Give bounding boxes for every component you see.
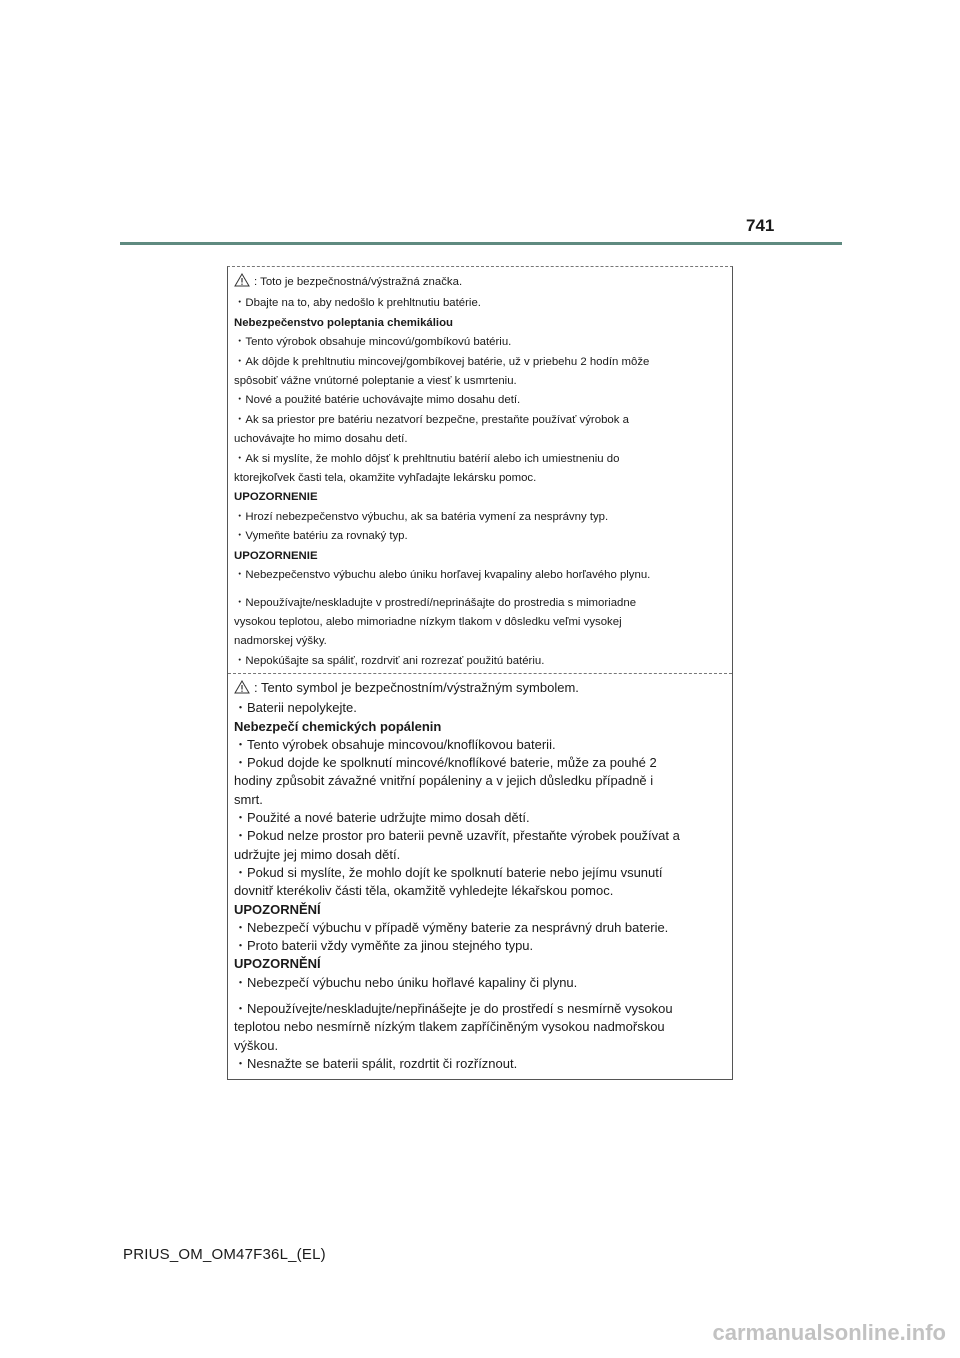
text-line: ・Hrozí nebezpečenstvo výbuchu, ak sa batéria vymení za nesprávny typ. — [234, 510, 609, 523]
text-line: spôsobiť vážne vnútorné poleptanie a viesť k usmrteniu. — [234, 375, 517, 388]
text-line: ・Nepokúšajte sa spáliť, rozdrviť ani rozrezať použitú batériu. — [234, 654, 545, 667]
text-line: ktorejkoľvek časti tela, okamžite vyhľadajte lekársku pomoc. — [234, 472, 537, 485]
text-line: ・Nebezpečí výbuchu v případě výměny baterie za nesprávný druh baterie. — [234, 919, 669, 935]
text-line: ・Ak dôjde k prehltnutiu mincovej/gombíkovej batérie, už v priebehu 2 hodín môže — [234, 355, 650, 368]
text-line: ・Baterii nepolykejte. — [234, 700, 357, 716]
czech-lines-after-gap — [234, 1000, 726, 1073]
header-rule — [120, 242, 842, 245]
text-line: ・Ak si myslíte, že mohlo dôjsť k prehltnutiu batérií alebo ich umiestneniu do — [234, 452, 620, 465]
text-line: vysokou teplotou, alebo mimoriadne nízkym tlakom v dôsledku veľmi vysokej — [234, 615, 622, 628]
text-line: ・Nové a použité batérie uchovávajte mimo dosahu detí. — [234, 394, 521, 407]
section-heading: Nebezpečí chemických popálenin — [234, 718, 442, 734]
battery-warning-notice — [227, 266, 733, 1080]
czech-lines — [234, 699, 726, 992]
text-line: ・Tento výrobok obsahuje mincovú/gombíkovú batériu. — [234, 336, 512, 349]
section-heading: UPOZORNĚNÍ — [234, 901, 321, 917]
text-line: ・Vymeňte batériu za rovnaký typ. — [234, 530, 408, 543]
section-heading: UPOZORNENIE — [234, 491, 318, 504]
text-line: ・Dbajte na to, aby nedošlo k prehltnutiu batérie. — [234, 297, 481, 310]
text-line: dovnitř kterékoliv části těla, okamžitě vyhledejte lékařskou pomoc. — [234, 883, 614, 899]
text-line: ・Použité a nové baterie udržujte mimo dosah dětí. — [234, 810, 530, 826]
slovak-section — [234, 273, 726, 671]
slovak-lines-after-gap — [234, 594, 726, 672]
text-line: ・Nepoužívejte/neskladujte/nepřinášejte je do prostředí s nesmírně vysokou — [234, 1001, 673, 1017]
czech-section — [234, 679, 726, 1073]
text-line: udržujte jej mimo dosah dětí. — [234, 846, 401, 862]
text-line: ・Nepoužívajte/neskladujte v prostredí/neprinášajte do prostredia s mimoriadne — [234, 596, 637, 609]
text-line: ・Pokud si myslíte, že mohlo dojít ke spolknutí baterie nebo jejímu vsunutí — [234, 864, 663, 880]
text-line: nadmorskej výšky. — [234, 635, 327, 648]
text-line: ・Nesnažte se baterii spálit, rozdrtit či rozříznout. — [234, 1055, 518, 1071]
text-line: hodiny způsobit závažné vnitřní popáleniny a v jejich důsledku případně i — [234, 773, 654, 789]
czech-symbol-note: : Tento symbol je bezpečnostním/výstražným symbolem. — [254, 680, 579, 695]
slovak-lines — [234, 294, 726, 585]
page-number: 741 — [746, 216, 775, 235]
text-line: ・Nebezpečí výbuchu nebo úniku hořlavé kapaliny či plynu. — [234, 974, 578, 990]
section-divider — [228, 673, 732, 674]
warning-triangle-icon — [234, 273, 250, 294]
slovak-symbol-line — [234, 273, 726, 294]
section-heading: UPOZORNĚNÍ — [234, 956, 321, 972]
text-line: ・Nebezpečenstvo výbuchu alebo úniku horľavej kvapaliny alebo horľavého plynu. — [234, 569, 651, 582]
warning-triangle-icon — [234, 680, 250, 699]
text-line: uchovávajte ho mimo dosahu detí. — [234, 433, 408, 446]
text-line: výškou. — [234, 1037, 279, 1053]
section-heading: UPOZORNENIE — [234, 549, 318, 562]
document-code: PRIUS_OM_OM47F36L_(EL) — [123, 1246, 326, 1263]
slovak-gap — [234, 586, 726, 594]
text-line: ・Tento výrobek obsahuje mincovou/knoflíkovou baterii. — [234, 736, 556, 752]
text-line: ・Pokud nelze prostor pro baterii pevně uzavřít, přestaňte výrobek používat a — [234, 828, 680, 844]
text-line: ・Pokud dojde ke spolknutí mincové/knoflíkové baterie, může za pouhé 2 — [234, 755, 657, 771]
section-heading: Nebezpečenstvo poleptania chemikáliou — [234, 316, 454, 329]
text-line: smrt. — [234, 791, 263, 807]
czech-symbol-line — [234, 679, 726, 699]
text-line: teplotou nebo nesmírně nízkým tlakem zapříčiněným vysokou nadmořskou — [234, 1019, 665, 1035]
slovak-symbol-note: : Toto je bezpečnostná/výstražná značka. — [254, 276, 463, 288]
czech-gap — [234, 992, 726, 1000]
text-line: ・Ak sa priestor pre batériu nezatvorí bezpečne, prestaňte používať výrobok a — [234, 413, 629, 426]
watermark: carmanualsonline.info — [712, 1320, 946, 1345]
text-line: ・Proto baterii vždy vyměňte za jinou stejného typu. — [234, 938, 534, 954]
